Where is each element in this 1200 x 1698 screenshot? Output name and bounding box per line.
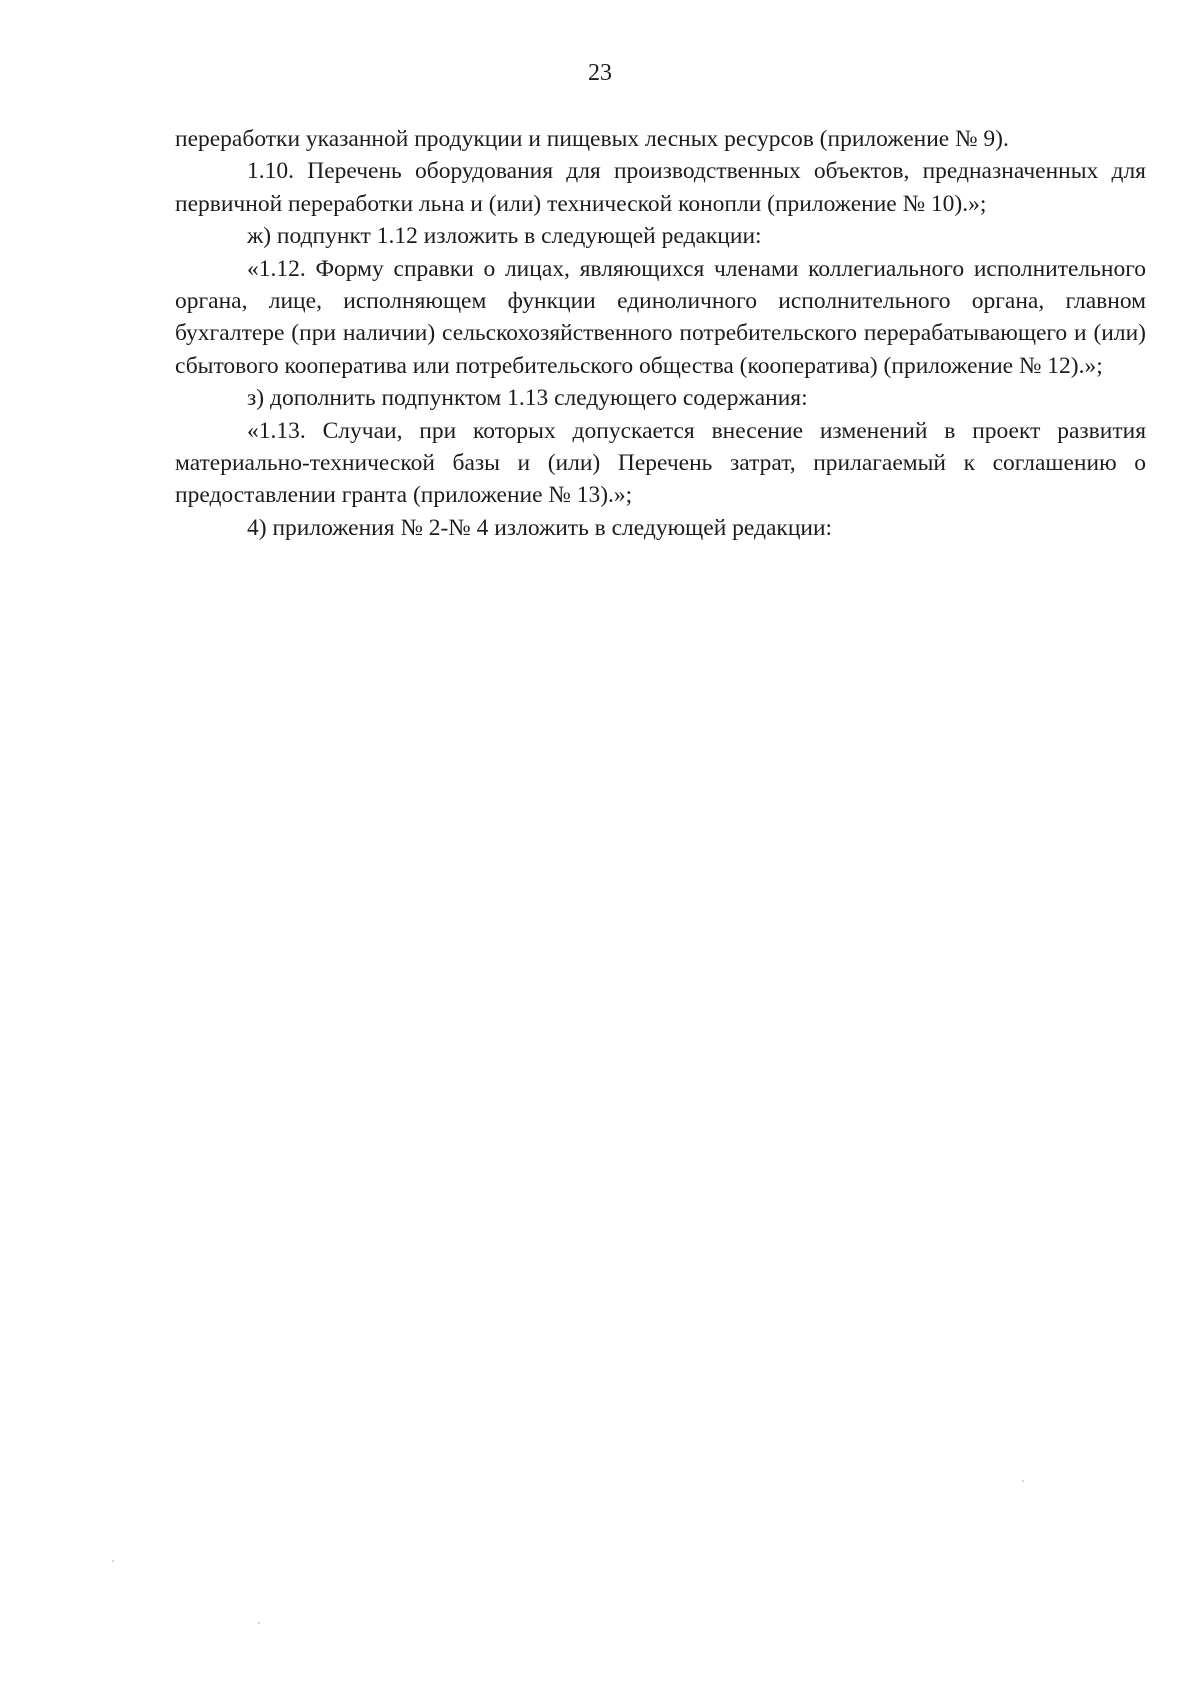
paragraph-item-1-10: 1.10. Перечень оборудования для производственных объектов, предназначенных для первичной переработки льна и (или) технической конопли (приложение № 10).»; [175, 158, 1146, 217]
paragraph-subitem-zh: ж) подпункт 1.12 изложить в следующей редакции: [247, 223, 762, 250]
document-body [175, 123, 1146, 544]
scan-speck [1022, 1480, 1024, 1482]
paragraph-item-1-12: «1.12. Форму справки о лицах, являющихся членами коллегиального исполнительного органа, лице, исполняющем функции единоличного исполнительного органа, главном бухгалтере (при наличии) сельскохозяйственного потребительского перерабатывающего и (или) сбытового кооператива или потребительского общества (кооператива) (приложение № 12).»; [175, 255, 1146, 379]
paragraph-subitem-z: з) дополнить подпунктом 1.13 следующего содержания: [247, 385, 808, 412]
paragraph-continuation: переработки указанной продукции и пищевых лесных ресурсов (приложение № 9). [175, 126, 1009, 152]
scan-speck [258, 1622, 260, 1624]
paragraph-item-1-13: «1.13. Случаи, при которых допускается внесение изменений в проект развития материально-технической базы и (или) Перечень затрат, прилагаемый к соглашению о предоставлении гранта (приложение № 13).»; [175, 417, 1146, 509]
scan-speck [112, 1560, 114, 1562]
page-number: 23 [588, 60, 612, 86]
paragraph-item-4: 4) приложения № 2-№ 4 изложить в следующей редакции: [247, 514, 833, 541]
